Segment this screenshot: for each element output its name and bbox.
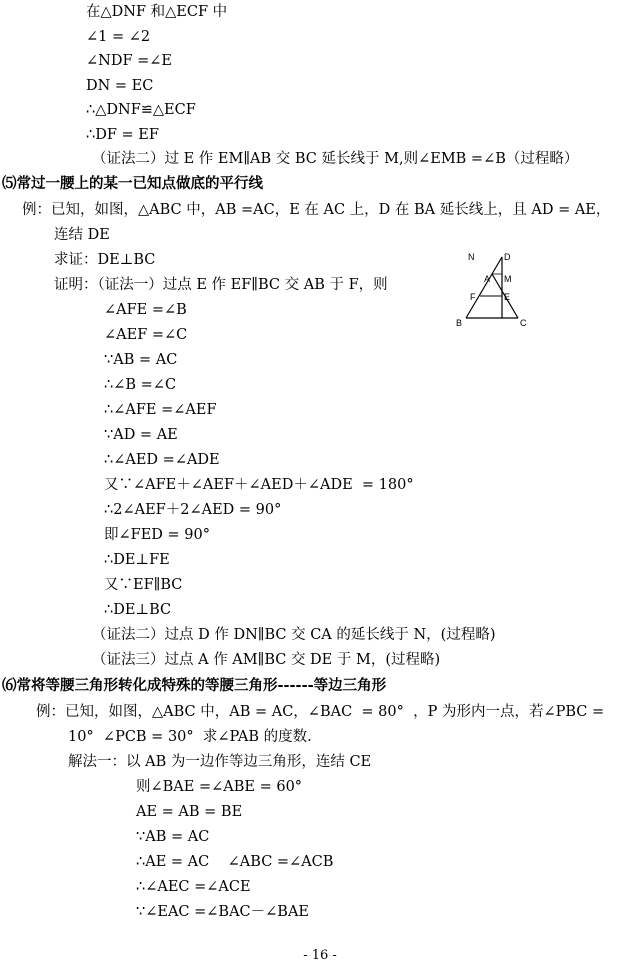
label-a: A [484, 274, 491, 284]
text-line: AE = AB = BE [136, 804, 243, 820]
segment-ad [492, 257, 502, 274]
text-line: ∴DE⊥FE [104, 552, 170, 568]
text-line: ∵∠EAC =∠BAC－∠BAE [136, 904, 310, 920]
text-line: ∴△DNF≌△ECF [86, 102, 196, 118]
text-line: ∵AB = AC [104, 352, 178, 368]
section-heading: ⑸常过一腰上的某一已知点做底的平行线 [2, 175, 263, 192]
triangle-figure [452, 248, 536, 332]
text-line: 求证：DE⊥BC [54, 252, 156, 268]
label-f: F [470, 292, 476, 302]
page-number: - 16 - [303, 948, 337, 963]
text-line: ∴2∠AEF＋2∠AED = 90° [104, 502, 282, 518]
label-d: D [504, 252, 511, 262]
text-line: DN = EC [86, 78, 154, 94]
text-line: （证法二）过点 D 作 DN∥BC 交 CA 的延长线于 N，(过程略) [92, 627, 496, 643]
text-line: 即∠FED = 90° [104, 527, 210, 543]
text-line: ∠AEF =∠C [104, 327, 188, 343]
text-line: （证法三）过点 A 作 AM∥BC 交 DE 于 M，(过程略) [92, 652, 441, 668]
text-line: ∴DF = EF [86, 127, 159, 143]
text-line: ∠1 = ∠2 [86, 29, 151, 45]
label-e: E [504, 292, 511, 302]
text-line: ∴DE⊥BC [104, 602, 172, 618]
text-line: ∠AFE =∠B [104, 302, 187, 318]
text-line: ∵AB = AC [136, 829, 210, 845]
label-m: M [504, 274, 512, 284]
label-c: C [520, 318, 527, 328]
text-line: ∠NDF =∠E [86, 53, 173, 69]
text-line: （证法二）过 E 作 EM∥AB 交 BC 延长线于 M,则∠EMB =∠B（过程略） [92, 151, 579, 167]
text-line: 证明：（证法一）过点 E 作 EF∥BC 交 AB 于 F，则 [54, 277, 388, 293]
text-line: ∴∠B =∠C [104, 377, 177, 393]
text-line: 在△DNF 和△ECF 中 [86, 4, 228, 20]
section-heading: ⑹常将等腰三角形转化成特殊的等腰三角形------等边三角形 [2, 677, 387, 694]
text-line: 解法一：以 AB 为一边作等边三角形，连结 CE [68, 754, 372, 770]
text-line: ∴∠AEC =∠ACE [136, 879, 251, 895]
text-line: ∴AE = AC ∠ABC =∠ACB [136, 854, 334, 870]
text-line: 10° ∠PCB = 30° 求∠PAB 的度数. [68, 729, 312, 745]
text-line: 例：已知，如图，△ABC 中，AB =AC，E 在 AC 上，D 在 BA 延长线上，且 AD = AE， [22, 202, 611, 218]
text-line: ∴∠AFE =∠AEF [104, 402, 217, 418]
label-n: N [468, 252, 475, 262]
text-line: 例：已知，如图，△ABC 中，AB = AC，∠BAC = 80° ，P 为形内一点，若∠PBC = [36, 704, 605, 720]
label-b: B [456, 318, 463, 328]
text-line: 又∵∠AFE＋∠AEF＋∠AED＋∠ADE = 180° [104, 477, 414, 493]
text-line: ∵AD = AE [104, 427, 178, 443]
text-line: 连结 DE [54, 227, 110, 243]
text-line: ∴∠AED =∠ADE [104, 452, 220, 468]
text-line: 则∠BAE =∠ABE = 60° [136, 779, 303, 795]
text-line: 又∵EF∥BC [104, 577, 183, 593]
